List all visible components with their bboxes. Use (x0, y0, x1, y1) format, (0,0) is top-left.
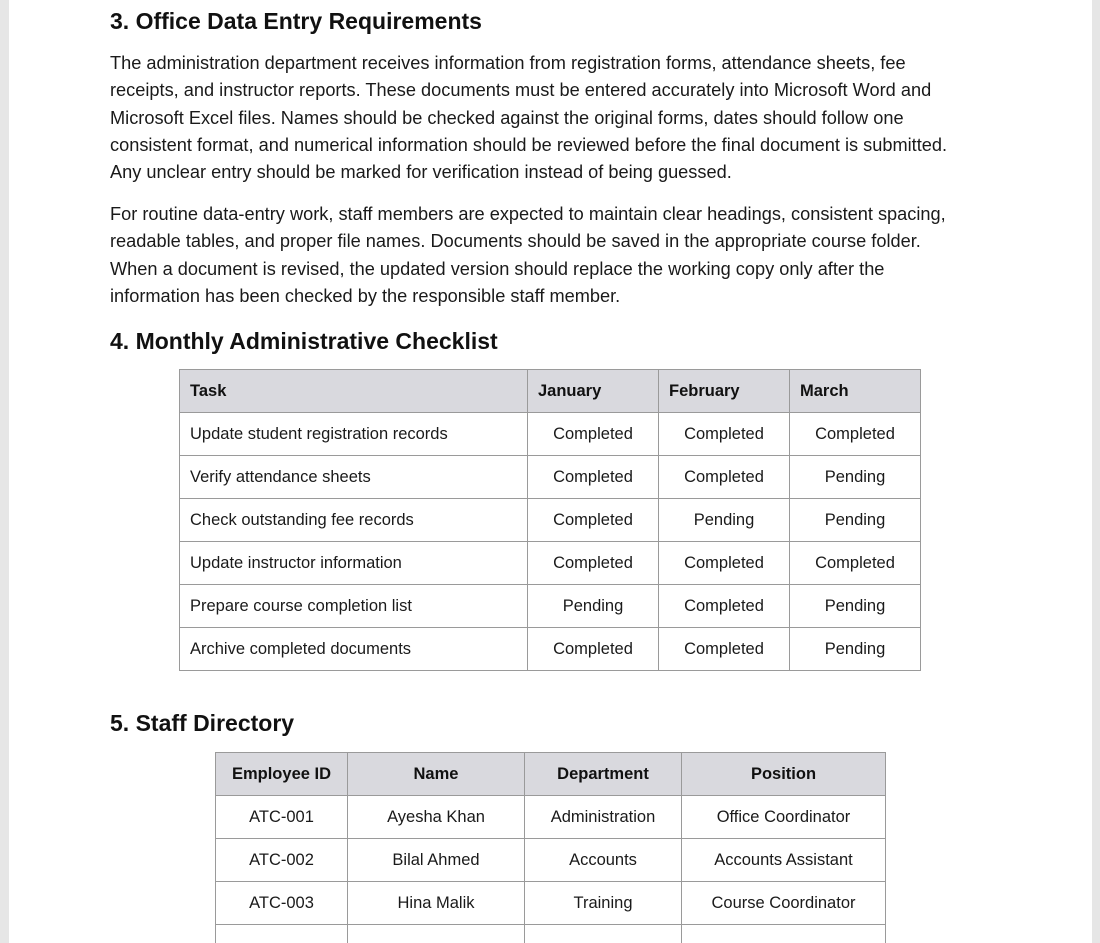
status-cell: Pending (790, 499, 921, 542)
paragraph-line: The administration department receives information from registration forms, attendance sheets, fee (110, 53, 906, 73)
table-row (180, 413, 921, 456)
status-cell: Completed (528, 413, 659, 456)
status-cell: Pending (528, 585, 659, 628)
name-cell: Ayesha Khan (348, 796, 525, 839)
column-header: March (790, 370, 921, 413)
status-cell: Completed (528, 499, 659, 542)
section-3-paragraph-1 (110, 50, 1010, 186)
status-cell: Completed (790, 413, 921, 456)
status-cell: Completed (659, 542, 790, 585)
table-header-row (180, 370, 921, 413)
status-cell: Completed (528, 542, 659, 585)
department-cell (525, 925, 682, 943)
status-cell: Pending (790, 456, 921, 499)
table-row (180, 456, 921, 499)
section-5-heading: 5. Staff Directory (110, 710, 295, 736)
status-cell: Pending (659, 499, 790, 542)
table-header-row (216, 753, 886, 796)
staff-directory-table (215, 752, 886, 943)
table-row (180, 585, 921, 628)
status-cell: Completed (528, 456, 659, 499)
table-row (216, 882, 886, 925)
table-row (180, 542, 921, 585)
position-cell: Accounts Assistant (682, 839, 886, 882)
task-cell: Update student registration records (180, 413, 528, 456)
table-row (216, 796, 886, 839)
department-cell: Training (525, 882, 682, 925)
name-cell: Bilal Ahmed (348, 839, 525, 882)
status-cell: Completed (790, 542, 921, 585)
status-cell: Completed (659, 456, 790, 499)
column-header: Employee ID (216, 753, 348, 796)
table-row (216, 925, 886, 943)
section-4-heading: 4. Monthly Administrative Checklist (110, 328, 498, 354)
name-cell (348, 925, 525, 943)
status-cell: Pending (790, 628, 921, 671)
status-cell: Completed (659, 585, 790, 628)
position-cell: Office Coordinator (682, 796, 886, 839)
status-cell: Pending (790, 585, 921, 628)
column-header: Department (525, 753, 682, 796)
column-header: Name (348, 753, 525, 796)
employee-id-cell: ATC-002 (216, 839, 348, 882)
paragraph-line: receipts, and instructor reports. These documents must be entered accurately into Microsoft Word and (110, 80, 932, 101)
paragraph-line: When a document is revised, the updated version should replace the working copy only after the (110, 258, 885, 279)
position-cell: Course Coordinator (682, 882, 886, 925)
status-cell: Completed (659, 413, 790, 456)
paragraph-line: For routine data-entry work, staff members are expected to maintain clear headings, consistent spacing, (110, 204, 946, 224)
paragraph-line: information has been checked by the responsible staff member. (110, 285, 621, 306)
table-row (180, 628, 921, 671)
employee-id-cell: ATC-001 (216, 796, 348, 839)
employee-id-cell (216, 925, 348, 943)
status-cell: Completed (528, 628, 659, 671)
name-cell: Hina Malik (348, 882, 525, 925)
task-cell: Archive completed documents (180, 628, 528, 671)
checklist-table (179, 369, 921, 671)
section-3-heading: 3. Office Data Entry Requirements (110, 8, 482, 34)
paragraph-line: Microsoft Excel files. Names should be checked against the original forms, dates should follow one (110, 107, 904, 128)
document-page (9, 0, 1092, 943)
task-cell: Check outstanding fee records (180, 499, 528, 542)
column-header: Position (682, 753, 886, 796)
section-3-paragraph-2 (110, 201, 1010, 310)
department-cell: Accounts (525, 839, 682, 882)
position-cell (682, 925, 886, 943)
column-header: Task (180, 370, 528, 413)
table-row (216, 839, 886, 882)
paragraph-line: readable tables, and proper file names. Documents should be saved in the appropriate course folder. (110, 231, 921, 252)
paragraph-line: Any unclear entry should be marked for verification instead of being guessed. (110, 162, 732, 183)
column-header: January (528, 370, 659, 413)
department-cell: Administration (525, 796, 682, 839)
task-cell: Verify attendance sheets (180, 456, 528, 499)
task-cell: Update instructor information (180, 542, 528, 585)
table-row (180, 499, 921, 542)
task-cell: Prepare course completion list (180, 585, 528, 628)
status-cell: Completed (659, 628, 790, 671)
paragraph-line: consistent format, and numerical information should be reviewed before the final document is submitted. (110, 134, 948, 155)
employee-id-cell: ATC-003 (216, 882, 348, 925)
column-header: February (659, 370, 790, 413)
